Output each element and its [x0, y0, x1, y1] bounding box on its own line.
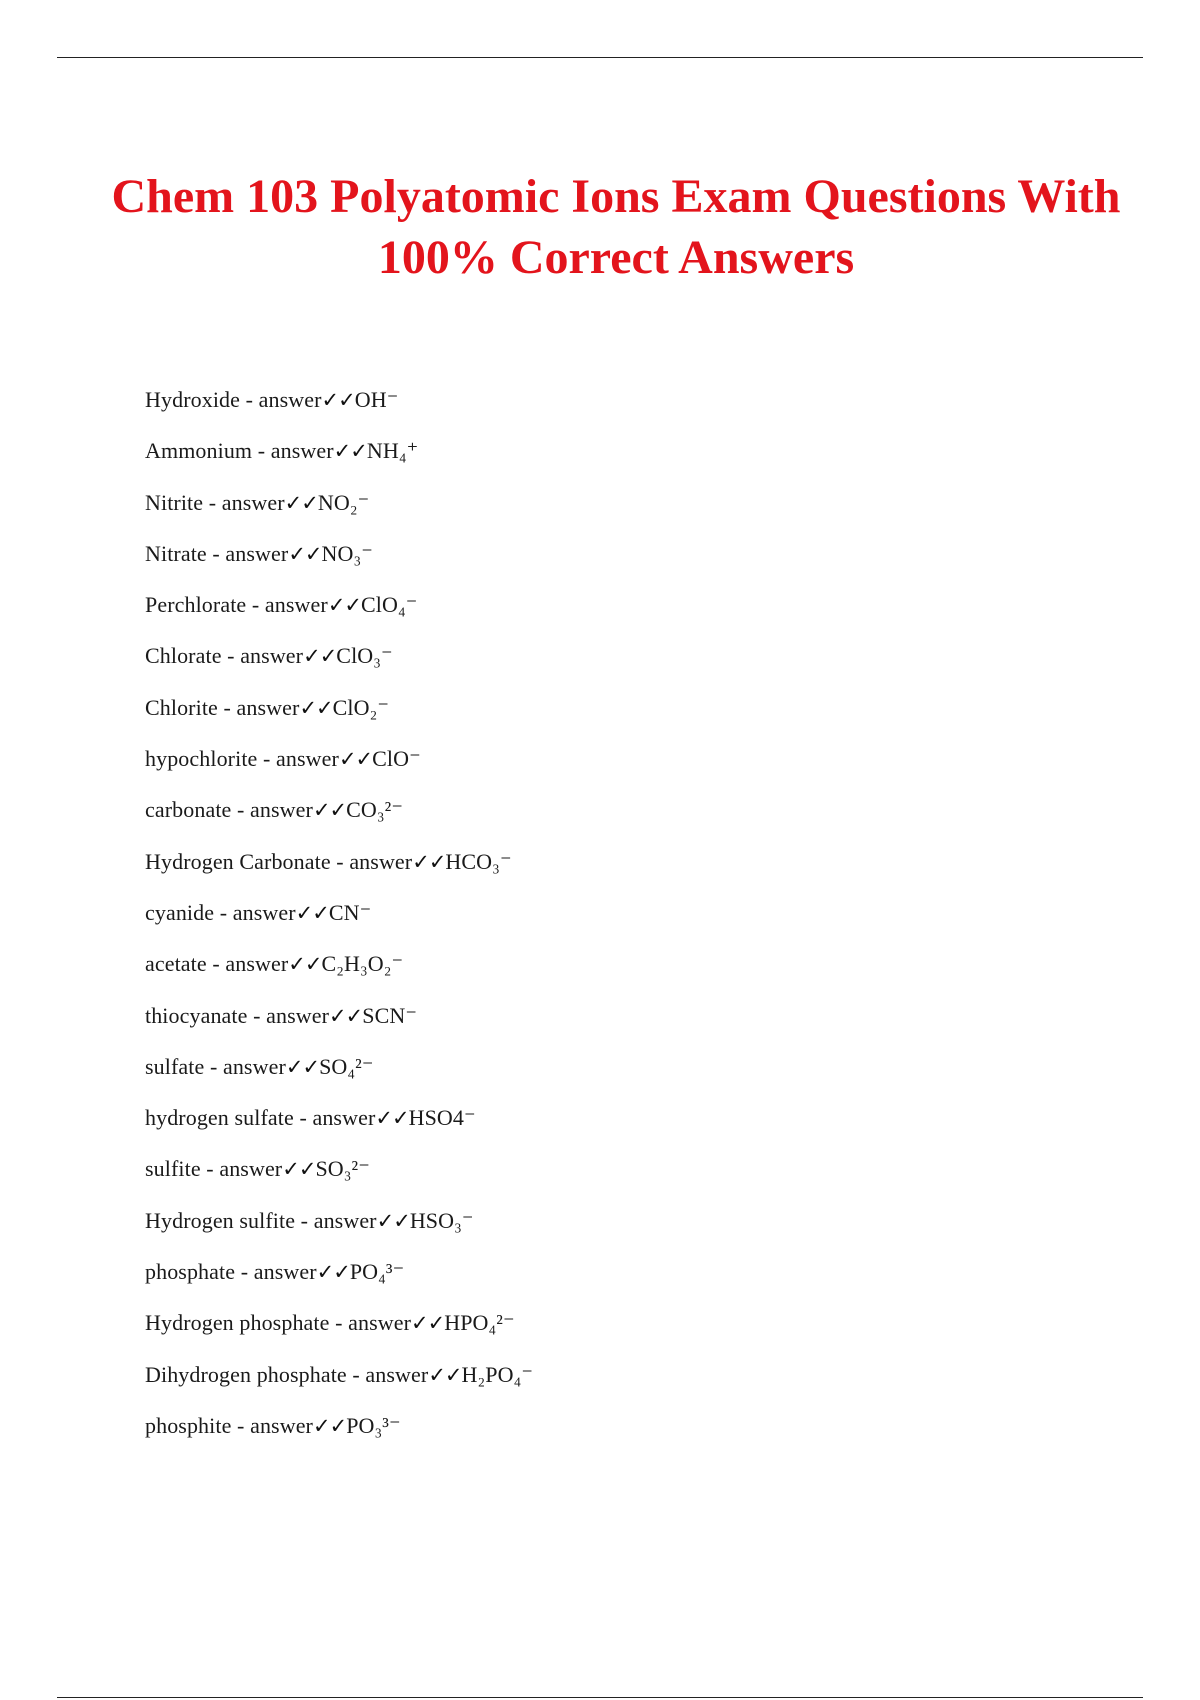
check-marks-icon: ✓✓: [285, 1054, 320, 1079]
answer-separator: - answer: [252, 438, 334, 464]
ion-formula: HSO4⁻: [408, 1105, 476, 1131]
top-rule: [57, 57, 1143, 58]
list-item: [145, 738, 1045, 789]
ion-name: acetate: [145, 951, 207, 977]
ion-formula: ClO₄⁻: [361, 592, 418, 618]
ion-formula: SO₄²⁻: [319, 1053, 374, 1079]
check-marks-icon: ✓✓: [299, 695, 333, 720]
list-item: [145, 943, 1045, 994]
check-marks-icon: ✓✓: [321, 388, 355, 412]
list-item: [145, 892, 1045, 943]
list-item: [145, 995, 1045, 1046]
ion-formula: PO₄³⁻: [349, 1259, 405, 1285]
answer-separator: - answer: [204, 1053, 286, 1079]
ion-formula: NO₂⁻: [317, 489, 370, 515]
list-item: [145, 1251, 1045, 1302]
answer-separator: - answer: [231, 1412, 313, 1438]
list-item: [145, 789, 1045, 840]
check-marks-icon: ✓✓: [288, 541, 322, 566]
answer-separator: - answer: [206, 951, 289, 977]
answer-separator: - answer: [217, 694, 300, 720]
ion-formula: CO₃²⁻: [346, 797, 404, 823]
ion-formula: HSO₃⁻: [409, 1207, 474, 1233]
ion-name: sulfite: [145, 1156, 201, 1182]
ion-name: Nitrate: [145, 540, 207, 566]
check-marks-icon: ✓✓: [375, 1106, 409, 1131]
answer-separator: - answer: [221, 643, 304, 669]
ion-formula: PO₃³⁻: [346, 1412, 401, 1438]
qa-list: [145, 379, 1045, 1456]
ion-formula: HCO₃⁻: [445, 848, 512, 874]
answer-separator: - answer: [203, 489, 285, 515]
check-marks-icon: ✓✓: [316, 1260, 350, 1285]
answer-separator: - answer: [295, 1207, 377, 1233]
ion-formula: CN⁻: [328, 899, 372, 925]
check-marks-icon: ✓✓: [284, 490, 318, 515]
ion-name: Chlorite: [145, 694, 218, 720]
answer-separator: - answer: [240, 387, 322, 412]
ion-name: Hydroxide: [145, 387, 240, 412]
ion-name: carbonate: [145, 797, 232, 823]
ion-formula: C₂H₃O₂⁻: [321, 951, 404, 977]
answer-separator: - answer: [257, 746, 339, 772]
ion-formula: NH₄⁺: [366, 438, 419, 464]
check-marks-icon: ✓✓: [376, 1208, 410, 1233]
answer-separator: - answer: [231, 797, 313, 823]
ion-name: phosphate: [145, 1259, 236, 1285]
ion-formula: HPO₄²⁻: [444, 1310, 515, 1336]
ion-formula: SCN⁻: [362, 1002, 418, 1028]
list-item: [145, 687, 1045, 738]
ion-name: Ammonium: [145, 438, 253, 464]
list-item: [145, 533, 1045, 584]
ion-formula: ClO₂⁻: [332, 694, 390, 720]
list-item: [145, 1354, 1045, 1405]
list-item: [145, 1200, 1045, 1251]
check-marks-icon: ✓✓: [333, 439, 367, 464]
ion-name: hydrogen sulfate: [145, 1105, 294, 1131]
list-item: [145, 1148, 1045, 1199]
list-item: [145, 1405, 1045, 1456]
answer-separator: - answer: [330, 848, 413, 874]
ion-name: Chlorate: [145, 643, 222, 669]
answer-separator: - answer: [206, 540, 289, 566]
ion-name: Hydrogen sulfite: [145, 1207, 296, 1233]
list-item: [145, 635, 1045, 686]
check-marks-icon: ✓✓: [303, 644, 337, 669]
ion-formula: SO₃²⁻: [315, 1156, 370, 1182]
answer-separator: - answer: [235, 1259, 317, 1285]
answer-separator: - answer: [329, 1310, 412, 1336]
check-marks-icon: ✓✓: [327, 593, 362, 618]
ion-formula: ClO₃⁻: [336, 643, 393, 669]
ion-formula: NO₃⁻: [321, 540, 373, 566]
check-marks-icon: ✓✓: [312, 1413, 347, 1438]
check-marks-icon: ✓✓: [329, 1003, 363, 1028]
list-item: [145, 379, 1045, 430]
check-marks-icon: ✓✓: [295, 900, 329, 925]
ion-name: Hydrogen Carbonate: [145, 848, 331, 874]
ion-name: phosphite: [145, 1412, 232, 1438]
check-marks-icon: ✓✓: [288, 952, 322, 977]
document-title: Chem 103 Polyatomic Ions Exam Questions With 100% Correct Answers: [111, 170, 1121, 284]
answer-separator: - answer: [293, 1105, 376, 1131]
check-marks-icon: ✓✓: [428, 1362, 462, 1387]
answer-separator: - answer: [247, 1002, 330, 1028]
list-item: [145, 1097, 1045, 1148]
answer-separator: - answer: [214, 899, 296, 925]
list-item: [145, 1046, 1045, 1097]
ion-name: thiocyanate: [145, 1002, 248, 1028]
list-item: [145, 1302, 1045, 1353]
list-item: [145, 584, 1045, 635]
check-marks-icon: ✓✓: [338, 747, 373, 772]
bottom-rule: [57, 1697, 1143, 1698]
check-marks-icon: ✓✓: [411, 1311, 445, 1336]
check-marks-icon: ✓✓: [412, 849, 446, 874]
check-marks-icon: ✓✓: [282, 1157, 316, 1182]
ion-name: Nitrite: [145, 489, 204, 515]
check-marks-icon: ✓✓: [312, 798, 347, 823]
list-item: [145, 430, 1045, 481]
ion-name: Perchlorate: [145, 592, 247, 618]
list-item: [145, 482, 1045, 533]
answer-separator: - answer: [346, 1361, 429, 1387]
answer-separator: - answer: [200, 1156, 283, 1182]
answer-separator: - answer: [246, 592, 328, 618]
ion-name: cyanide: [145, 899, 215, 925]
ion-name: sulfate: [145, 1053, 205, 1079]
list-item: [145, 841, 1045, 892]
ion-name: hypochlorite: [145, 746, 258, 772]
ion-formula: H₂PO₄⁻: [461, 1361, 534, 1387]
ion-formula: OH⁻: [354, 387, 399, 412]
ion-name: Hydrogen phosphate: [145, 1310, 330, 1336]
ion-name: Dihydrogen phosphate: [145, 1361, 347, 1387]
ion-formula: ClO⁻: [372, 746, 421, 772]
